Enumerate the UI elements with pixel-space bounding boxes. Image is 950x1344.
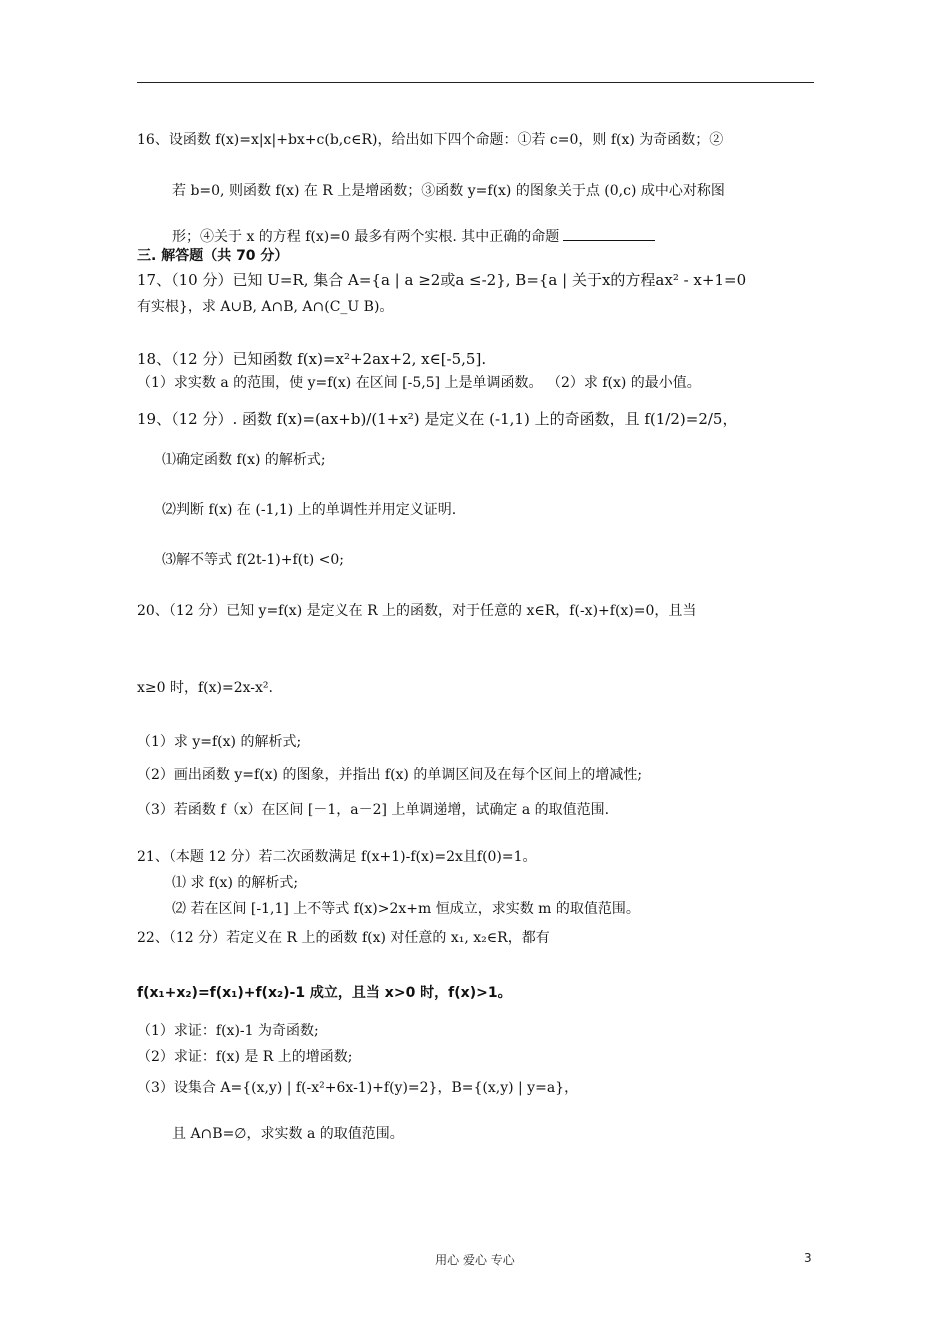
- q19-part-1: ⑴确定函数 f(x) 的解析式;: [162, 452, 326, 468]
- q19-part-2: ⑵判断 f(x) 在 (-1,1) 上的单调性并用定义证明.: [162, 502, 457, 518]
- q20-part-1: （1）求 y=f(x) 的解析式;: [137, 734, 302, 750]
- section-heading: 三. 解答题（共 70 分）: [137, 248, 289, 264]
- q21-part-2: ⑵ 若在区间 [-1,1] 上不等式 f(x)>2x+m 恒成立，求实数 m 的取值范围。: [172, 901, 640, 917]
- q20-part-3: （3）若函数 f（x）在区间 [－1，a－2] 上单调递增，试确定 a 的取值范围.: [137, 802, 610, 818]
- q16-line-1: 16、设函数 f(x)=x|x|+bx+c(b,c∈R)，给出如下四个命题：①若 c=0，则 f(x) 为奇函数；②: [137, 132, 724, 148]
- q22-line-1: 22、（12 分）若定义在 R 上的函数 f(x) 对任意的 x₁, x₂∈R，都有: [137, 930, 550, 946]
- page-number: 3: [804, 1251, 812, 1265]
- q16-line-3-text: 形；④关于 x 的方程 f(x)=0 最多有两个实根. 其中正确的命题: [172, 229, 560, 245]
- q19-part-3: ⑶解不等式 f(2t-1)+f(t) <0;: [162, 552, 344, 568]
- q16-line-3: [172, 226, 655, 247]
- q20-line-1: 20、（12 分）已知 y=f(x) 是定义在 R 上的函数，对于任意的 x∈R，f(-x)+f(x)=0，且当: [137, 603, 697, 619]
- q16-line-2: 若 b=0, 则函数 f(x) 在 R 上是增函数；③函数 y=f(x) 的图象关于点 (0,c) 成中心对称图: [172, 183, 725, 199]
- q22-part-2: （2）求证：f(x) 是 R 上的增函数;: [137, 1049, 353, 1065]
- q21-line-1: 21、（本题 12 分）若二次函数满足 f(x+1)-f(x)=2x且f(0)=1。: [137, 849, 537, 865]
- q17-line-1: 17、（10 分）已知 U=R, 集合 A={a | a ≥2或a ≤-2}, B={a | 关于x的方程ax² - x+1=0: [137, 271, 747, 289]
- q22-part-3: （3）设集合 A={(x,y) | f(-x²+6x-1)+f(y)=2}，B={(x,y) | y=a}，: [137, 1080, 579, 1096]
- q20-part-2: （2）画出函数 y=f(x) 的图象，并指出 f(x) 的单调区间及在每个区间上的增减性;: [137, 767, 643, 783]
- header-rule: [137, 82, 814, 83]
- answer-blank: [563, 226, 655, 241]
- q21-part-1: ⑴ 求 f(x) 的解析式;: [172, 875, 299, 891]
- q22-part-1: （1）求证：f(x)-1 为奇函数;: [137, 1023, 319, 1039]
- q22-line-3: 且 A∩B=∅，求实数 a 的取值范围。: [172, 1126, 404, 1142]
- page-footer: 用心 爱心 专心: [435, 1253, 515, 1267]
- q19-line-1: 19、（12 分）. 函数 f(x)=(ax+b)/(1+x²) 是定义在 (-1,1) 上的奇函数，且 f(1/2)=2/5，: [137, 410, 738, 428]
- q22-line-2: f(x₁+x₂)=f(x₁)+f(x₂)-1 成立，且当 x>0 时，f(x)>1。: [137, 985, 512, 1001]
- q18-line-2: （1）求实数 a 的范围，使 y=f(x) 在区间 [-5,5] 上是单调函数。 （2）求 f(x) 的最小值。: [137, 375, 701, 391]
- q18-line-1: 18、（12 分）已知函数 f(x)=x²+2ax+2, x∈[-5,5].: [137, 350, 487, 368]
- q20-line-2: x≥0 时，f(x)=2x-x².: [137, 680, 273, 696]
- q17-line-2: 有实根}，求 A∪B, A∩B, A∩(C_U B)。: [137, 299, 394, 315]
